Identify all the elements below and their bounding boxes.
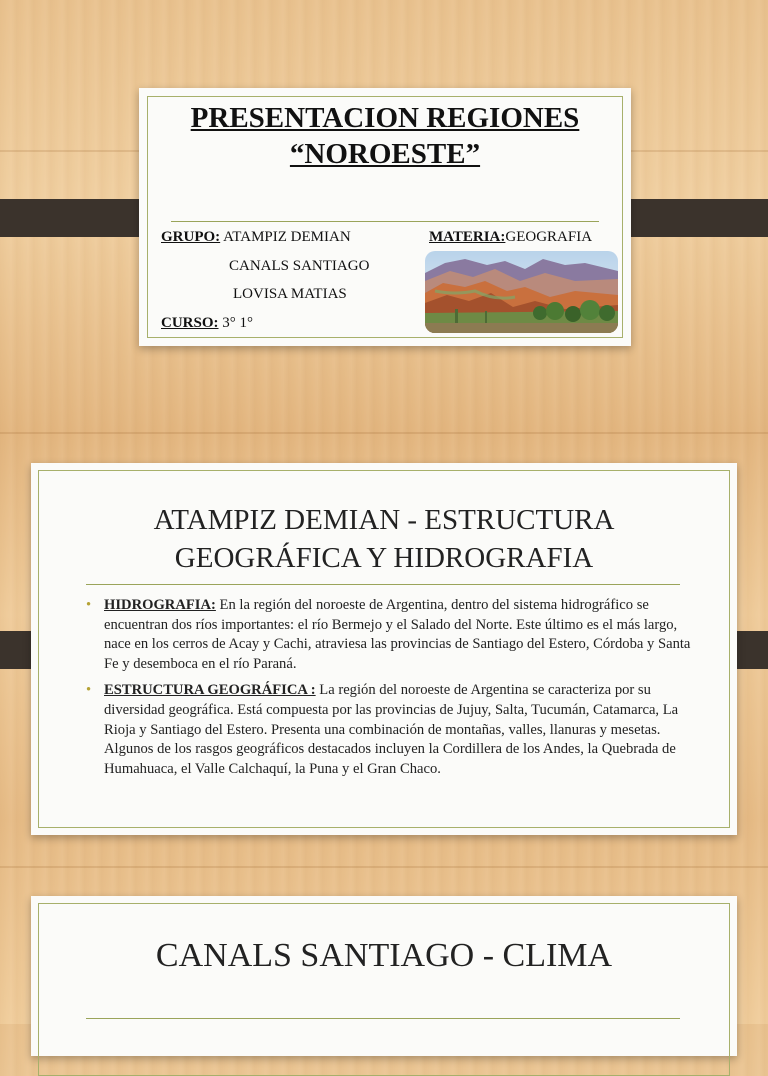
slide-tab-left	[0, 199, 155, 237]
bullet-text: La región del noroeste de Argentina se caracteriza por su diversidad geográfica. Está compuesta por las provincias de Jujuy, Salta, Tucumán, Catamarca, La Rioja y Santiago del Estero. Presenta una combinación de montañas, valles, llanuras y mesetas. Algunos de los rasgos geográficos destacados incluyen la Cordillera de los Andes, la Quebrada de Humahuaca, el Valle Calchaquí, la Puna y el Gran Chaco.	[104, 682, 679, 777]
title-line-1: PRESENTACION REGIONES	[190, 102, 580, 134]
slide-inner-border	[38, 903, 730, 1076]
presentation-title	[139, 100, 631, 172]
member-row	[233, 286, 347, 303]
bullet-label: ESTRUCTURA GEOGRÁFICA :	[104, 682, 316, 699]
member-name: LOVISA MATIAS	[233, 286, 347, 302]
slide-title[interactable]	[139, 88, 631, 346]
slide-clima[interactable]	[31, 896, 737, 1056]
bullet-text: En la región del noroeste de Argentina, dentro del sistema hidrográfico se encuentran dos ríos importantes: el río Bermejo y el Salado del Norte. Este último es el más largo, nace en los cerros de Acay y Cachi, atraviesa las provincias de Santiago del Estero, Córdoba y Santa Fe y desemboca en el río Paraná.	[104, 597, 691, 672]
bullet-icon: •	[86, 597, 92, 613]
member-name: CANALS SANTIAGO	[229, 258, 370, 274]
slide-heading	[31, 501, 737, 577]
wood-plank-seam	[0, 432, 768, 434]
materia-row	[429, 229, 592, 246]
heading-line-2: GEOGRÁFICA Y HIDROGRAFIA	[174, 542, 594, 574]
bullet-label: HIDROGRAFIA:	[104, 597, 216, 613]
bullet-estructura	[86, 681, 698, 779]
heading-divider	[86, 1018, 680, 1019]
slide-estructura-hidrografia[interactable]	[31, 463, 737, 835]
curso-value: 3° 1°	[222, 315, 254, 331]
title-divider	[171, 221, 599, 222]
member-name: ATAMPIZ DEMIAN	[223, 229, 351, 245]
grupo-label: GRUPO:	[161, 229, 221, 245]
mountain-landscape-illustration	[425, 251, 618, 333]
slide-tab-right	[612, 199, 768, 237]
mountain-landscape-image	[425, 251, 618, 333]
materia-value: GEOGRAFIA	[505, 229, 593, 245]
curso-label: CURSO:	[161, 315, 219, 331]
member-row	[229, 258, 369, 275]
heading-divider	[86, 584, 680, 585]
grupo-row	[161, 229, 351, 246]
bullet-icon: •	[86, 682, 92, 699]
title-line-2: “NOROESTE”	[289, 138, 481, 170]
slide-body	[86, 596, 698, 786]
slide-heading: CANALS SANTIAGO - CLIMA	[155, 937, 613, 974]
heading-line-1: ATAMPIZ DEMIAN - ESTRUCTURA	[153, 504, 615, 536]
curso-row	[161, 315, 253, 332]
materia-label: MATERIA:	[429, 229, 506, 245]
bullet-hidrografia	[86, 596, 698, 674]
wood-plank-seam	[0, 866, 768, 868]
